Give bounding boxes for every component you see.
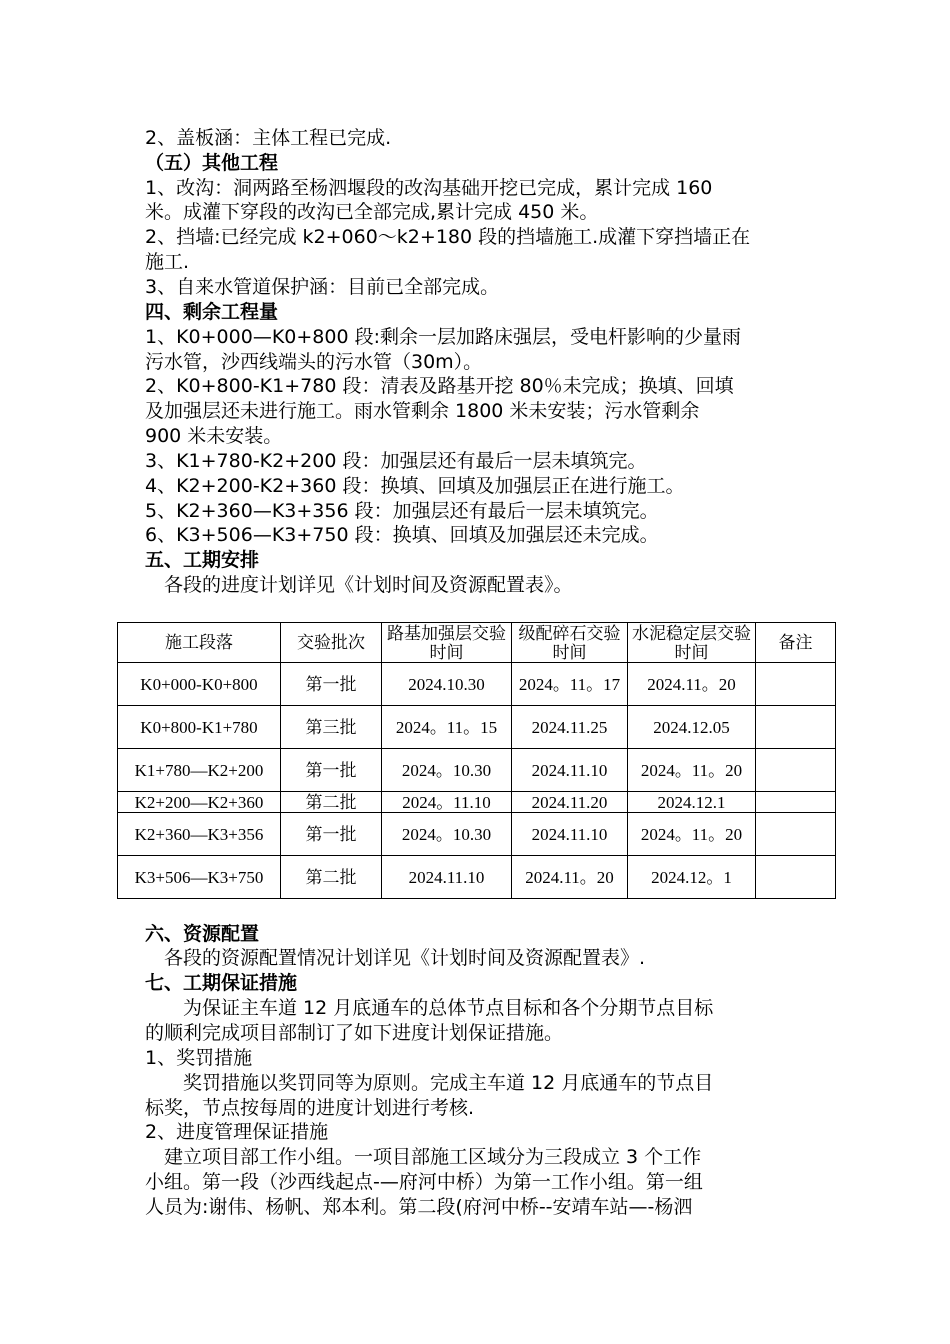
table-cell: K2+360—K3+356 (118, 813, 281, 856)
text-line: 为保证主车道 12 月底通车的总体节点目标和各个分期节点目标 (145, 997, 714, 1019)
table-cell: K3+506—K3+750 (118, 856, 281, 899)
text-line: 2、盖板涵：主体工程已完成. (145, 127, 392, 149)
table-cell: K1+780—K2+200 (118, 749, 281, 792)
table-cell (756, 663, 836, 706)
table-row (118, 749, 836, 792)
table-cell (756, 706, 836, 749)
table-cell: 2024。10.30 (382, 749, 512, 792)
text-line: 污水管，沙西线端头的污水管（30m）。 (145, 351, 483, 373)
text-line: 奖罚措施以奖罚同等为原则。完成主车道 12 月底通车的节点目 (145, 1072, 714, 1094)
table-cell: 第一批 (281, 813, 382, 856)
section-heading: 五、工期安排 (145, 549, 260, 571)
table-cell: K2+200—K2+360 (118, 792, 281, 813)
text-line: 建立项目部工作小组。一项目部施工区域分为三段成立 3 个工作 (145, 1146, 702, 1168)
text-line: 5、K2+360—K3+356 段：加强层还有最后一层未填筑完。 (145, 500, 659, 522)
text-line: 1、K0+000—K0+800 段:剩余一层加路床强层，受电杆影响的少量雨 (145, 326, 741, 348)
subheading: 1、奖罚措施 (145, 1047, 253, 1069)
table-cell: 2024。10.30 (382, 813, 512, 856)
schedule-table (117, 622, 836, 899)
text-line: 2、K0+800-K1+780 段：清表及路基开挖 80％未完成；换填、回填 (145, 375, 734, 397)
table-cell: K0+800-K1+780 (118, 706, 281, 749)
table-cell: 2024.11。20 (628, 663, 756, 706)
table-cell: K0+000-K0+800 (118, 663, 281, 706)
table-cell: 第二批 (281, 856, 382, 899)
text-line: 人员为:谢伟、杨帆、郑本利。第二段(府河中桥--安靖车站—-杨泗 (145, 1196, 693, 1218)
text-line: 4、K2+200-K2+360 段：换填、回填及加强层正在进行施工。 (145, 475, 685, 497)
table-cell (756, 813, 836, 856)
section-heading: 七、工期保证措施 (145, 972, 298, 994)
table-cell: 2024。11。20 (628, 813, 756, 856)
table-cell: 2024。11.10 (382, 792, 512, 813)
table-cell: 2024.11.10 (512, 813, 628, 856)
table-cell: 2024.12.1 (628, 792, 756, 813)
section-heading: （五）其他工程 (145, 152, 279, 174)
table-cell: 2024.11.20 (512, 792, 628, 813)
header-cell: 级配碎石交验时间 (512, 623, 628, 663)
table-cell: 第一批 (281, 663, 382, 706)
text-line: 的顺利完成项目部制订了如下进度计划保证措施。 (145, 1022, 564, 1044)
table-cell: 2024.11。20 (512, 856, 628, 899)
text-line: 各段的资源配置情况计划详见《计划时间及资源配置表》. (145, 947, 646, 969)
text-line: 3、自来水管道保护涵：目前已全部完成。 (145, 276, 500, 298)
text-line: 6、K3+506—K3+750 段：换填、回填及加强层还未完成。 (145, 524, 659, 546)
table-cell: 2024.12。1 (628, 856, 756, 899)
text-line: 施工. (145, 251, 190, 273)
table-row (118, 706, 836, 749)
text-line: 标奖，节点按每周的进度计划进行考核. (145, 1097, 475, 1119)
text-line: 各段的进度计划详见《计划时间及资源配置表》。 (145, 574, 573, 596)
text-line: 2、挡墙:已经完成 k2+060～k2+180 段的挡墙施工.成灌下穿挡墙正在 (145, 226, 751, 248)
table-row (118, 663, 836, 706)
header-cell: 施工段落 (118, 623, 281, 663)
section-heading: 四、剩余工程量 (145, 301, 279, 323)
header-cell: 交验批次 (281, 623, 382, 663)
text-line: 3、K1+780-K2+200 段：加强层还有最后一层未填筑完。 (145, 450, 647, 472)
table-cell: 2024.12.05 (628, 706, 756, 749)
table-cell (756, 856, 836, 899)
table-row (118, 856, 836, 899)
text-line: 1、改沟：洞两路至杨泗堰段的改沟基础开挖已完成，累计完成 160 (145, 177, 713, 199)
table-cell: 2024。11。17 (512, 663, 628, 706)
table-cell: 第三批 (281, 706, 382, 749)
text-line: 米。成灌下穿段的改沟已全部完成,累计完成 450 米。 (145, 201, 599, 223)
table-row (118, 813, 836, 856)
table-cell: 2024.11.10 (512, 749, 628, 792)
table-cell: 2024。11。20 (628, 749, 756, 792)
table-cell (756, 792, 836, 813)
table-cell: 2024.11.10 (382, 856, 512, 899)
header-cell: 备注 (756, 623, 836, 663)
subheading: 2、进度管理保证措施 (145, 1121, 329, 1143)
header-cell: 路基加强层交验时间 (382, 623, 512, 663)
table-cell: 2024.11.25 (512, 706, 628, 749)
table-cell (756, 749, 836, 792)
table-cell: 2024.10.30 (382, 663, 512, 706)
table-cell: 第一批 (281, 749, 382, 792)
table-cell: 2024。11。15 (382, 706, 512, 749)
table-header-row (118, 623, 836, 663)
header-cell: 水泥稳定层交验时间 (628, 623, 756, 663)
text-line: 及加强层还未进行施工。雨水管剩余 1800 米未安装；污水管剩余 (145, 400, 700, 422)
table-row (118, 792, 836, 813)
section-heading: 六、资源配置 (145, 923, 260, 945)
table-cell: 第二批 (281, 792, 382, 813)
text-line: 900 米未安装。 (145, 425, 283, 447)
text-line: 小组。第一段（沙西线起点-—府河中桥）为第一工作小组。第一组 (145, 1171, 703, 1193)
